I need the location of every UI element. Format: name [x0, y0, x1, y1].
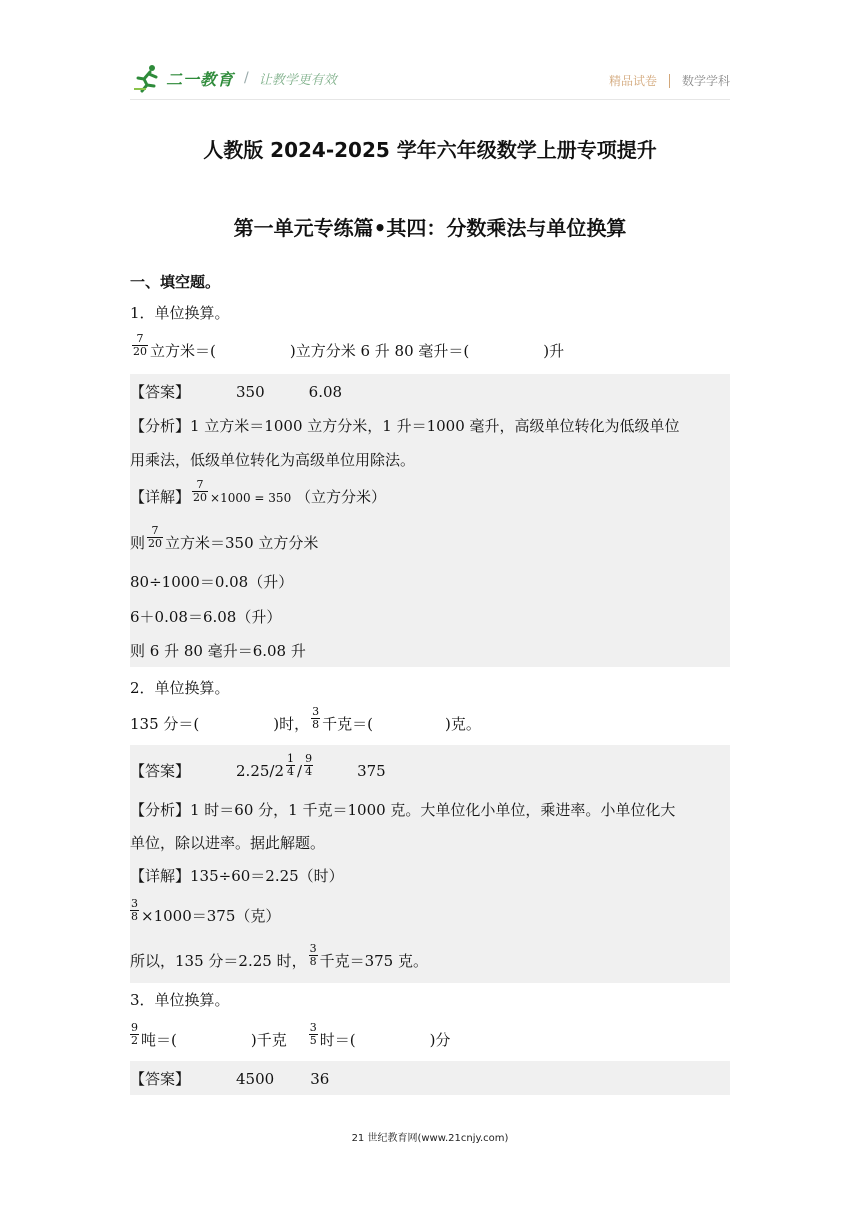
tag-subject: 数学学科	[681, 74, 730, 88]
q1-stem: 1．单位换算。	[130, 304, 230, 322]
q3-prompt: $\frac{9}{2}$ 吨＝( )千克 $\frac{3}{5}$ 时＝( )分	[131, 1020, 451, 1049]
brand-separator: /	[244, 70, 249, 86]
q1-prompt: $\frac{7}{20}$ 立方米＝( )立方分米 6 升 80 毫升＝( )升	[133, 331, 565, 360]
doc-subtitle: 第一单元专练篇•其四：分数乘法与单位换算	[233, 216, 627, 240]
brand-slogan: 让教学更有效	[258, 72, 337, 88]
q1-detail: 【详解】 $\frac{7}{20}$ ×1000 = 350 （立方分米）	[130, 477, 386, 506]
q1-answer: 【答案】 350 6.08	[130, 383, 343, 401]
page-header	[0, 0, 860, 110]
q1-detail-then: 则 $\frac{7}{20}$ 立方米＝350 立方分米	[130, 523, 319, 552]
q2-conclusion: 所以，135 分＝2.25 时， $\frac{3}{8}$ 千克＝375 克。	[130, 941, 428, 970]
q2-stem: 2．单位换算。	[130, 679, 230, 697]
tag-divider	[669, 74, 670, 88]
header-rule	[130, 99, 730, 100]
runner-logo-icon	[132, 63, 162, 93]
tag-premium: 精品试卷	[608, 74, 657, 88]
q2-prompt: 135 分＝( )时， $\frac{3}{8}$ 千克＝( )克。	[130, 704, 481, 733]
q3-stem: 3．单位换算。	[130, 991, 230, 1009]
q2-detail-1: 【详解】135÷60＝2.25（时）	[130, 867, 344, 885]
q1-analysis-line2: 用乘法，低级单位转化为高级单位用除法。	[130, 451, 416, 469]
section-heading: 一、填空题。	[130, 273, 221, 291]
q2-answer: 【答案】 2.25/2 $\frac{1}{4}$ / $\frac{9}{4}$ 375	[130, 751, 386, 780]
q1-analysis-line1: 【分析】1 立方米＝1000 立方分米，1 升＝1000 毫升，高级单位转化为低级单位	[130, 417, 680, 435]
header-tags	[609, 72, 730, 89]
brand-name: 二一教育	[166, 69, 235, 89]
brand-logo	[132, 63, 337, 93]
q1-fraction: $\frac{7}{20}$	[133, 331, 147, 358]
q2-analysis-line1: 【分析】1 时＝60 分，1 千克＝1000 克。大单位化小单位，乘进率。小单位化大	[130, 801, 676, 819]
page-footer: 21 世纪教育网(www.21cnjy.com)	[351, 1133, 509, 1144]
q1-calc-2: 6＋0.08＝6.08（升）	[130, 608, 282, 626]
q3-answer: 【答案】 4500 36	[130, 1070, 330, 1088]
q2-analysis-line2: 单位，除以进率。据此解题。	[130, 834, 326, 852]
doc-title: 人教版 2024-2025 学年六年级数学上册专项提升	[203, 138, 657, 162]
q1-calc-1: 80÷1000＝0.08（升）	[130, 573, 294, 591]
q2-detail-2: $\frac{3}{8}$ ×1000＝375（克）	[131, 896, 281, 925]
q1-calc-3: 则 6 升 80 毫升＝6.08 升	[130, 642, 306, 660]
